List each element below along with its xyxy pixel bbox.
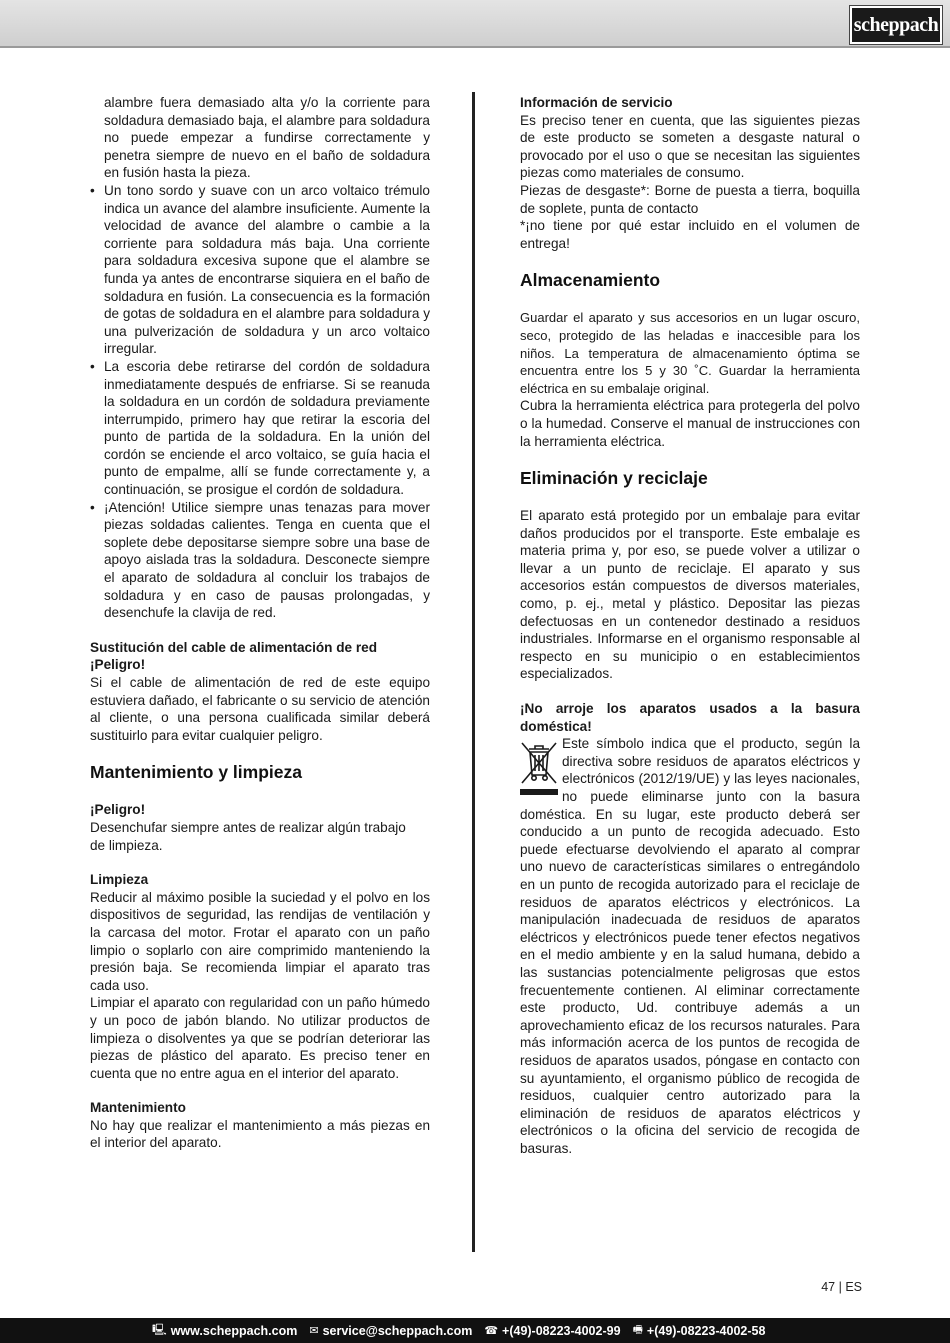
wear-parts-text: Piezas de desgaste*: Borne de puesta a tierra, boquilla de soplete, punta de contacto	[520, 182, 860, 216]
service-title: Información de servicio	[520, 95, 673, 110]
list-item: • ¡Atención! Utilice siempre unas tenazas para mover piezas soldadas calientes. Tenga en cuenta que el soplete debe depositarse siempre sobre una base de apoyo aislada tras la soldadura. Desconecte siempre el aparato de soldadura al concluir los trabajos de soldadura y en caso de pausas prolongadas, y desenchufe la clavija de red.	[90, 499, 430, 622]
weee-title: ¡No arroje los aparatos usados a la basura doméstica!	[520, 701, 860, 734]
left-column	[90, 94, 430, 1152]
right-column	[520, 94, 860, 1157]
maintenance-danger-label: ¡Peligro!	[90, 802, 146, 818]
header-bar	[0, 0, 950, 48]
upkeep-title: Mantenimiento	[90, 1100, 186, 1116]
welding-tips-list	[90, 182, 430, 622]
storage-text: Cubra la herramienta eléctrica para protegerla del polvo o la humedad. Conserve el manual de instrucciones con la herramienta eléctrica.	[520, 398, 860, 449]
cable-danger-label: ¡Peligro!	[90, 657, 146, 673]
disposal-heading: Eliminación y reciclaje	[520, 468, 708, 489]
footer-phone: ☎ +(49)-08223-4002-99	[484, 1323, 621, 1338]
column-divider	[472, 92, 475, 1252]
footer-fax: 🖷 +(49)-08223-4002-58	[633, 1321, 766, 1340]
footer-bar	[0, 1318, 950, 1343]
computer-icon: 🖳	[152, 1324, 167, 1336]
list-item: • La escoria debe retirarse del cordón de soldadura inmediatamente después de enfriarse. Si se reanuda la soldadura en un cordón de soldadura previamente interrumpido, primero hay que retirar la escoria del punto de partida de la soldadura. En la unión del cordón se enciende el arco voltaico, se guía hacia el punto de empalme, allí se funde correctamente y, a continuación, se prosigue el cordón de soldadura.	[90, 358, 430, 499]
phone-icon: ☎	[484, 1325, 499, 1337]
cleaning-title: Limpieza	[90, 872, 149, 888]
footer-website[interactable]: 🖳 www.scheppach.com	[152, 1321, 297, 1340]
maintenance-danger-text: Desenchufar siempre antes de realizar algún trabajo de limpieza.	[90, 819, 406, 853]
cable-section-title: Sustitución del cable de alimentación de red	[90, 639, 378, 655]
page-number: 47 | ES	[821, 1280, 862, 1294]
maintenance-heading: Mantenimiento y limpieza	[90, 762, 302, 783]
cleaning-text: Reducir al máximo posible la suciedad y el polvo en los dispositivos de seguridad, las rendijas de ventilación y la carcasa del motor. Frotar el aparato con un paño limpio o soplarlo con aire comprimido manteniendo la presión baja. Se recomienda limpiar el aparato tras cada uso.	[90, 889, 430, 993]
footer-email[interactable]: ✉ service@scheppach.com	[309, 1323, 473, 1338]
mail-icon: ✉	[309, 1325, 319, 1337]
upkeep-text: No hay que realizar el mantenimiento a más piezas en el interior del aparato.	[90, 1117, 430, 1151]
weee-bin-icon	[520, 737, 558, 801]
storage-text: Guardar el aparato y sus accesorios en un lugar oscuro, seco, protegido de las heladas e inaccesible para los niños. La temperatura de almacenamiento óptima se encuentra entre los 5 y 30 ˚C. Guardar la herramienta eléctrica en su embalaje original.	[520, 310, 860, 396]
weee-text: Este símbolo indica que el producto, según la directiva sobre residuos de aparatos eléctricos y electrónicos (2012/19/UE) y las leyes nacionales, no puede eliminarse junto con la basura doméstica. En su lugar, este producto deberá ser conducido a un punto de recogida adecuado. Esto puede efectuarse devolviendo el aparato al comprar uno nuevo de características similares o entregándolo en un punto de recogida autorizado para el reciclaje de residuos de aparatos eléctricos y electrónicos. La manipulación inadecuada de residuos de aparatos eléctricos y electrónicos puede tener efectos negativos en el medio ambiente y en la salud humana, debido a las sustancias potencialmente peligrosas que estos frecuentemente contienen. Al eliminar correctamente este producto, Ud. contribuye además a un aprovechamiento eficaz de los recursos naturales. Para más información acerca de los puntos de recogida de residuos de aparatos usados, póngase en contacto con su ayuntamiento, el organismo público de recogida de residuos, cualquier centro autorizado para la eliminación de residuos de aparatos eléctricos y electrónicos o la oficina del servicio de recogida de basuras.	[520, 736, 860, 1156]
bullet-continuation: alambre fuera demasiado alta y/o la corriente para soldadura demasiado baja, el alambre para soldadura no puede empezar a fundirse correctamente y penetra siempre de nuevo en el baño de soldadura en fusión hasta la pieza.	[104, 95, 430, 181]
service-text: Es preciso tener en cuenta, que las siguientes piezas de este producto se someten a desgaste natural o provocado por el uso o que se necesitan las siguientes piezas como materiales de consumo.	[520, 112, 860, 181]
brand-logo: scheppach	[850, 6, 942, 44]
storage-heading: Almacenamiento	[520, 270, 661, 291]
cleaning-text: Limpiar el aparato con regularidad con un paño húmedo y un poco de jabón blando. No utilizar productos de limpieza o disolventes ya que se podrían deteriorar las piezas de plástico del aparato. Es preciso tener en cuenta que no entre agua en el interior del aparato.	[90, 995, 430, 1081]
disposal-text: El aparato está protegido por un embalaje para evitar daños producidos por el transporte. Este embalaje es materia prima y, por eso, se puede volver a utilizar o llevar a un punto de reciclaje. El aparato y sus accesorios están compuestos de diversos materiales, como, p. ej., metal y plástico. Depositar las piezas defectuosas en un contenedor destinado a residuos industriales. Informarse en el organismo responsable al respecto en su municipio o en establecimientos especializados.	[520, 508, 860, 682]
footnote-text: *¡no tiene por qué estar incluido en el volumen de entrega!	[520, 218, 860, 251]
cable-text: Si el cable de alimentación de red de este equipo estuviera dañado, el fabricante o su servicio de atención al cliente, o una persona cualificada similar deberá sustituirlo para evitar cualquier peligro.	[90, 675, 430, 743]
fax-icon: 🖷	[632, 1324, 643, 1336]
weee-block	[520, 735, 860, 1157]
list-item: • Un tono sordo y suave con un arco voltaico trémulo indica un avance del alambre insuficiente. Aumente la velocidad de avance del alambre o cambie a la corriente para soldadura más baja. Una corriente para soldadura excesiva supone que el alambre se funda ya antes de encontrarse siquiera en el baño de soldadura en fusión. La consecuencia es la formación de gotas de soldadura en el alambre para soldadura y una pulverización de soldadura y un arco voltaico irregular.	[90, 182, 430, 358]
